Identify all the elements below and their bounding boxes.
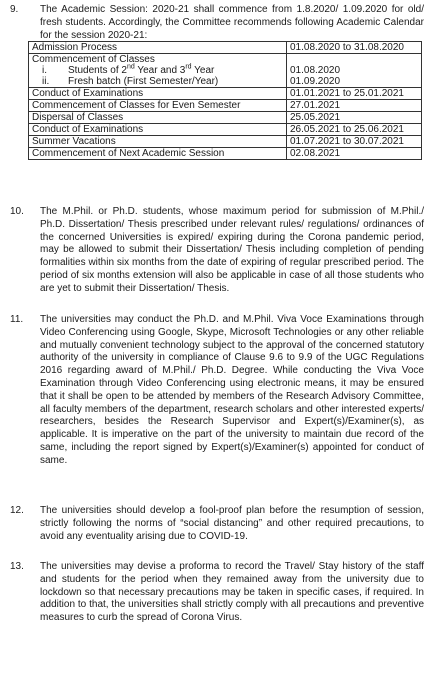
- table-cell: Dispersal of Classes: [29, 112, 287, 124]
- table-row: [29, 124, 422, 136]
- table-row: [29, 88, 422, 100]
- date-value: 01.08.2020: [290, 65, 341, 76]
- sub-item: [32, 76, 283, 87]
- paragraph-number: 9.: [10, 4, 19, 15]
- sub-item-label: Fresh batch (First Semester/Year): [68, 76, 219, 87]
- paragraph-12: [10, 505, 424, 543]
- table-row: [29, 42, 422, 54]
- paragraph-number: 10.: [10, 206, 24, 217]
- sub-item: [32, 65, 283, 76]
- paragraph-text: The universities may devise a proforma to record the Travel/ Stay history of the staff and students for the period when they remained away from the university due to lockdown so that necessary precautions may be taken in specific cases, if required. In addition to that, the universities shall strictly comply with all precautions and preventive measures to curb the spread of Corona Virus.: [40, 561, 424, 624]
- paragraph-text: The Academic Session: 2020-21 shall commence from 1.8.2020/ 1.09.2020 for old/ fresh students. Accordingly, the Committee recommends following Academic Calendar for the session 2020-21:: [40, 4, 424, 41]
- table-cell: 01.07.2021 to 30.07.2021: [287, 136, 422, 148]
- paragraph-11: [10, 314, 424, 468]
- table-cell: Summer Vacations: [29, 136, 287, 148]
- academic-calendar-table: [28, 41, 422, 160]
- table-cell: 01.01.2021 to 25.01.2021: [287, 88, 422, 100]
- table-cell: 02.08.2021: [287, 148, 422, 160]
- table-cell: 27.01.2021: [287, 100, 422, 112]
- paragraph-text: The universities should develop a fool-proof plan before the resumption of session, strictly following the norms of “social distancing” and other required precautions, to avoid any eventuality arising due to COVID-19.: [40, 505, 424, 542]
- table-row: [29, 148, 422, 160]
- paragraph-text: The M.Phil. or Ph.D. students, whose maximum period for submission of M.Phil./ Ph.D. Dissertation/ Thesis prescribed under relevant rules/ regulations/ ordinances of the concerned Universities is expired/ expiring during the Corona pandemic period, may be allowed to submit their Dissertation/ Thesis including completion of pending formalities within six months from the date of expiring of regular prescribed period. The period of six months extension will also be applicable in case of all those students who are yet to submit their Dissertation/ Thesis.: [40, 206, 424, 294]
- date-value: 01.09.2020: [290, 76, 341, 87]
- table-cell: [29, 54, 287, 88]
- table-row: [29, 136, 422, 148]
- table-cell: Commencement of Classes for Even Semester: [29, 100, 287, 112]
- paragraph-text: The universities may conduct the Ph.D. and M.Phil. Viva Voce Examinations through Video Conferencing using Google, Skype, Microsoft Technologies or any other reliable and mutually convenient technology subject to the approval of the concerned statutory authority of the university in compliance of Clause 9.6 to 9.9 of the UGC Regulations 2016 regarding award of M.Phil./ Ph.D. Degree. While conducting the Viva Voce Examination through Video Conferencing using electronic means, it may be ensured that it shall be open to be attended by members of the Research Advisory Committee, all faculty members of the department, research scholars and other interested experts/ researchers, besides the Research Supervisor and Expert(s)/Examiner(s), as applicable. It is imperative on the part of the university to maintain due record of the same, including the report signed by Expert(s)/Examiner(s) appointed for conduct of same.: [40, 314, 424, 466]
- table-cell: Conduct of Examinations: [29, 124, 287, 136]
- paragraph-number: 13.: [10, 561, 24, 572]
- table-cell: [287, 54, 422, 88]
- roman-numeral: i.: [42, 65, 47, 76]
- table-row: [29, 54, 422, 88]
- table-cell: 26.05.2021 to 25.06.2021: [287, 124, 422, 136]
- table-cell: Admission Process: [29, 42, 287, 54]
- table-cell: 01.08.2020 to 31.08.2020: [287, 42, 422, 54]
- table-row: [29, 100, 422, 112]
- table-row: [29, 112, 422, 124]
- paragraph-9: [10, 4, 424, 42]
- paragraph-number: 11.: [10, 314, 24, 325]
- row-heading: Commencement of Classes: [32, 54, 155, 65]
- paragraph-10: [10, 206, 424, 296]
- sub-item-label: Students of 2nd Year and 3rd Year: [68, 63, 215, 76]
- table-cell: 25.05.2021: [287, 112, 422, 124]
- roman-numeral: ii.: [42, 76, 50, 87]
- table-cell: Conduct of Examinations: [29, 88, 287, 100]
- paragraph-number: 12.: [10, 505, 24, 516]
- table-cell: Commencement of Next Academic Session: [29, 148, 287, 160]
- paragraph-13: [10, 561, 424, 625]
